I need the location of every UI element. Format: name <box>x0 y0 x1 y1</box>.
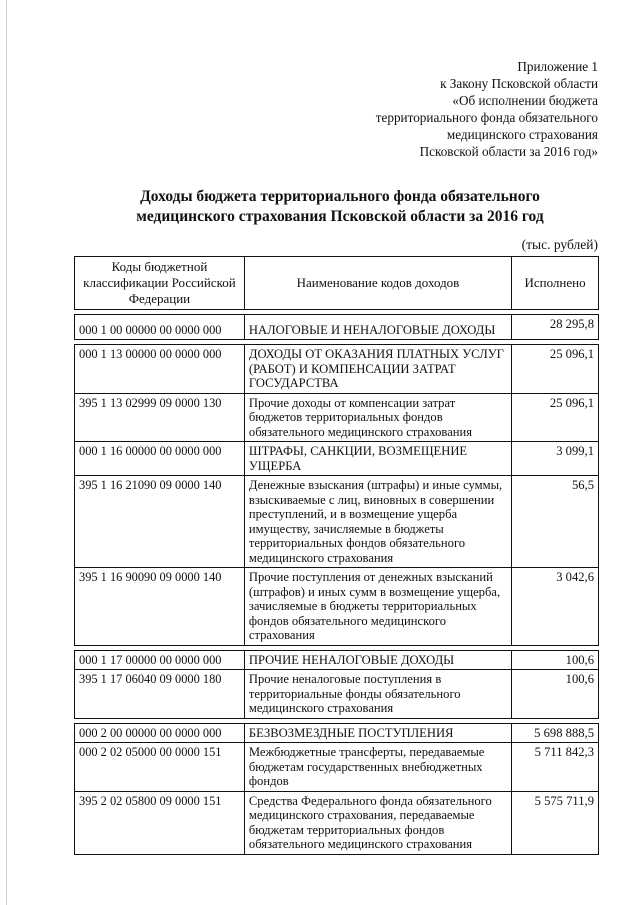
scan-edge-line <box>6 0 7 905</box>
row-amount: 25 096,1 <box>512 345 599 394</box>
table-row <box>75 670 599 719</box>
row-code: 000 1 16 00000 00 0000 000 <box>75 442 245 476</box>
table-row <box>75 315 599 340</box>
income-table <box>74 256 599 855</box>
table-row <box>75 568 599 646</box>
table-row <box>75 476 599 568</box>
header-amount: Исполнено <box>512 257 599 310</box>
row-code: 395 1 16 21090 09 0000 140 <box>75 476 245 568</box>
row-amount: 5 575 711,9 <box>512 791 599 854</box>
header-code: Коды бюджетной классификации Российской Федерации <box>75 257 245 310</box>
title-line: Доходы бюджета территориального фонда обязательного <box>140 188 540 205</box>
row-name: Денежные взыскания (штрафы) и иные суммы, взыскиваемые с лиц, виновных в совершении преступлений, и в возмещение ущерба имуществу, зачисляемые в бюджеты территориальных фондов обязательного медицинского страхования <box>244 476 511 568</box>
header-name: Наименование кодов доходов <box>244 257 511 310</box>
row-name: Средства Федерального фонда обязательного медицинского страхования, передаваемые бюджетам территориальных фондов обязательного медицинского страхования <box>244 791 511 854</box>
table-row <box>75 743 599 792</box>
row-amount: 100,6 <box>512 670 599 719</box>
row-name: ДОХОДЫ ОТ ОКАЗАНИЯ ПЛАТНЫХ УСЛУГ (РАБОТ) И КОМПЕНСАЦИИ ЗАТРАТ ГОСУДАРСТВА <box>244 345 511 394</box>
row-amount: 3 042,6 <box>512 568 599 646</box>
table-row <box>75 393 599 442</box>
row-amount: 100,6 <box>512 650 599 670</box>
row-name: Прочие неналоговые поступления в территориальные фонды обязательного медицинского страхования <box>244 670 511 719</box>
row-name: Межбюджетные трансферты, передаваемые бюджетам государственных внебюджетных фондов <box>244 743 511 792</box>
row-code: 000 1 17 00000 00 0000 000 <box>75 650 245 670</box>
appendix-header <box>376 58 598 160</box>
units-label: (тыс. рублей) <box>521 237 598 252</box>
row-code: 000 1 13 00000 00 0000 000 <box>75 345 245 394</box>
row-code: 395 1 16 90090 09 0000 140 <box>75 568 245 646</box>
row-amount: 5 711 842,3 <box>512 743 599 792</box>
appendix-line: к Закону Псковской области <box>440 76 598 91</box>
row-amount: 25 096,1 <box>512 393 599 442</box>
row-amount: 5 698 888,5 <box>512 723 599 743</box>
table-row <box>75 723 599 743</box>
row-code: 000 2 02 05000 00 0000 151 <box>75 743 245 792</box>
table-row <box>75 791 599 854</box>
row-code: 395 1 17 06040 09 0000 180 <box>75 670 245 719</box>
table-row <box>75 345 599 394</box>
row-name: НАЛОГОВЫЕ И НЕНАЛОГОВЫЕ ДОХОДЫ <box>244 315 511 340</box>
row-code: 000 1 00 00000 00 0000 000 <box>75 315 245 340</box>
row-code: 395 2 02 05800 09 0000 151 <box>75 791 245 854</box>
appendix-line: Приложение 1 <box>517 59 598 74</box>
row-amount: 56,5 <box>512 476 599 568</box>
row-amount: 28 295,8 <box>512 315 599 340</box>
table-header-row <box>75 257 599 310</box>
row-name: Прочие доходы от компенсации затрат бюджетов территориальных фондов обязательного медицинского страхования <box>244 393 511 442</box>
row-code: 000 2 00 00000 00 0000 000 <box>75 723 245 743</box>
document-title <box>0 187 640 227</box>
row-name: Прочие поступления от денежных взысканий (штрафов) и иных сумм в возмещение ущерба, зачисляемые в бюджеты территориальных фондов обязательного медицинского страхования <box>244 568 511 646</box>
appendix-line: медицинского страхования <box>446 127 598 142</box>
table-row <box>75 442 599 476</box>
row-name: ШТРАФЫ, САНКЦИИ, ВОЗМЕЩЕНИЕ УЩЕРБА <box>244 442 511 476</box>
row-amount: 3 099,1 <box>512 442 599 476</box>
row-code: 395 1 13 02999 09 0000 130 <box>75 393 245 442</box>
table-row <box>75 650 599 670</box>
appendix-line: Псковской области за 2016 год» <box>419 144 598 159</box>
appendix-line: территориального фонда обязательного <box>375 110 598 125</box>
row-name: БЕЗВОЗМЕЗДНЫЕ ПОСТУПЛЕНИЯ <box>244 723 511 743</box>
title-line: медицинского страхования Псковской области за 2016 год <box>136 208 544 225</box>
row-name: ПРОЧИЕ НЕНАЛОГОВЫЕ ДОХОДЫ <box>244 650 511 670</box>
appendix-line: «Об исполнении бюджета <box>452 93 598 108</box>
